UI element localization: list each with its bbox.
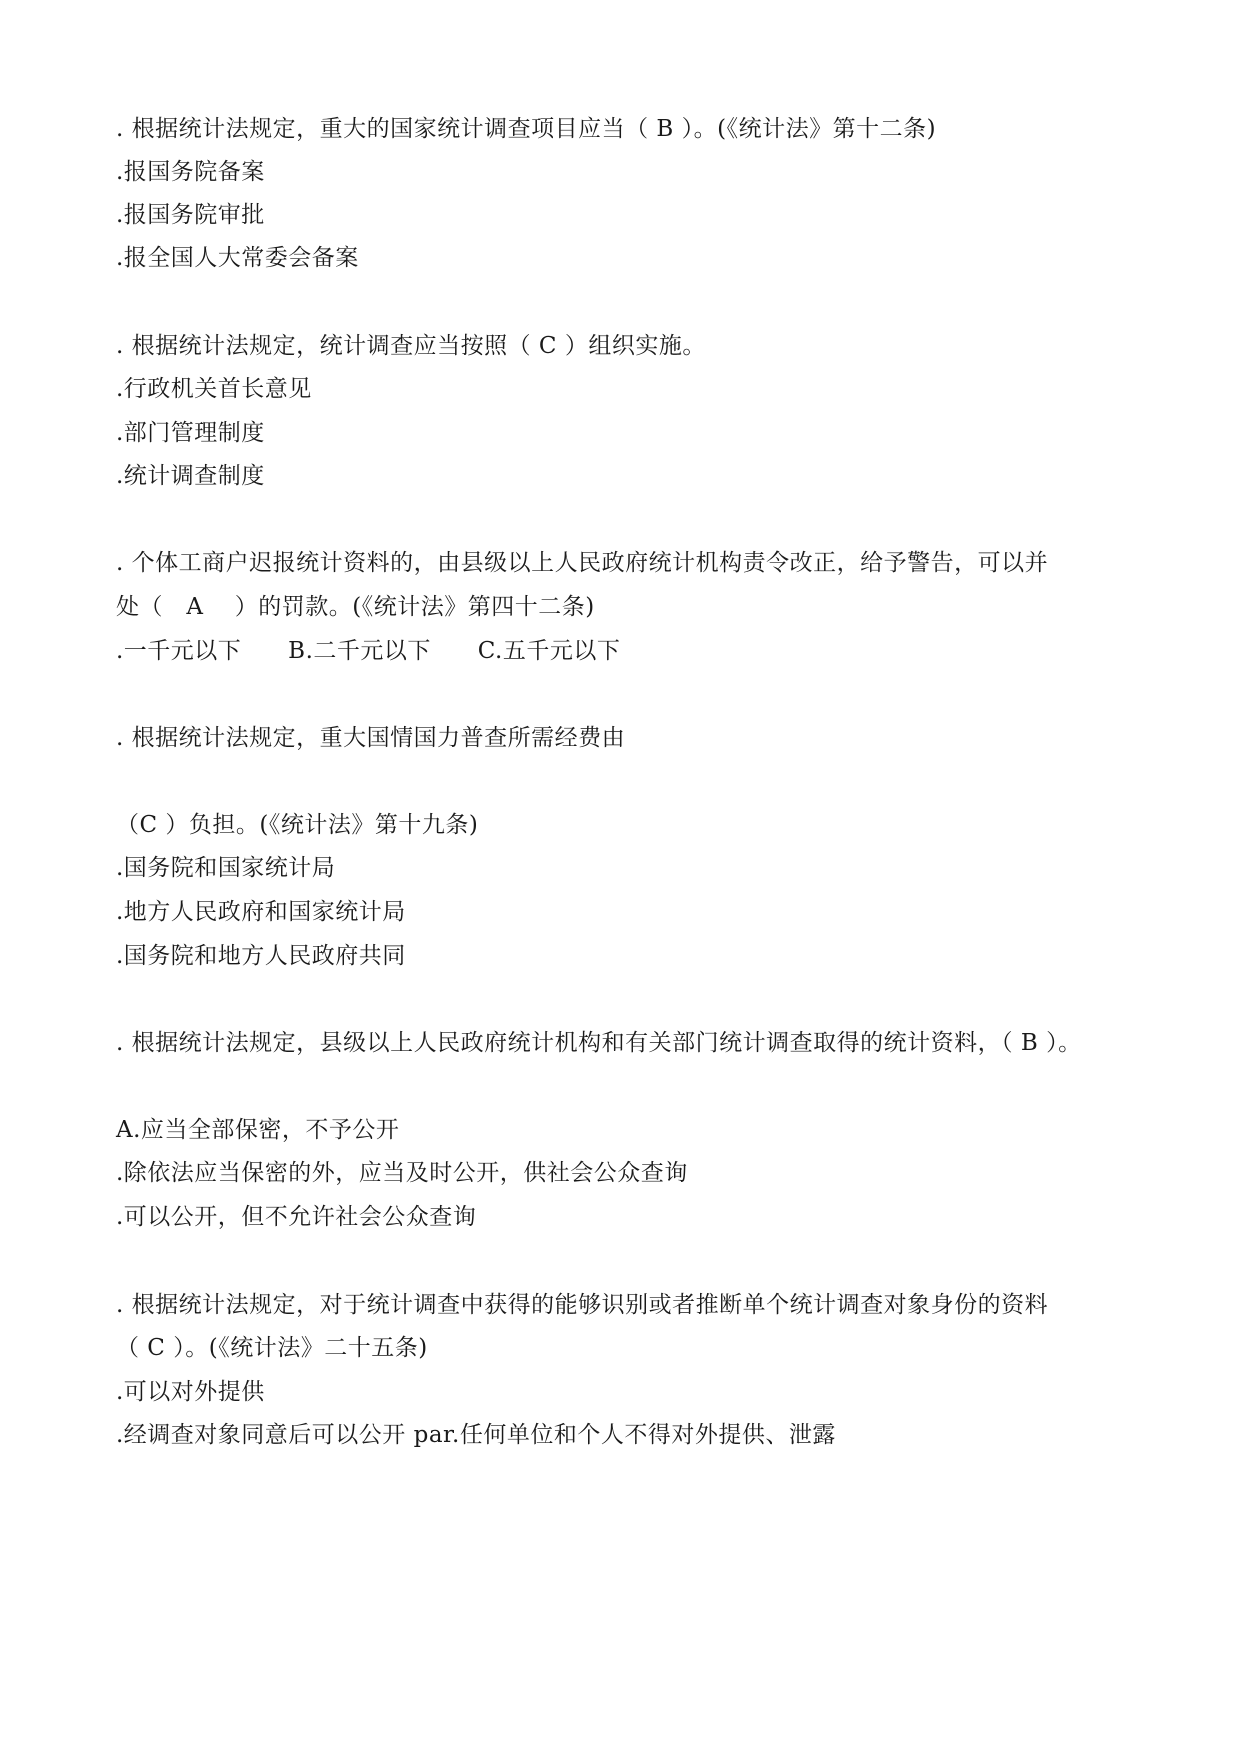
question-5-option-b: .除依法应当保密的外，应当及时公开，供社会公众查询 bbox=[116, 1160, 688, 1186]
question-5-stem: . 根据统计法规定，县级以上人民政府统计机构和有关部门统计调查取得的统计资料，（ B ）。 bbox=[116, 1030, 1082, 1056]
question-6-stem-line-2: （ C ）。(《统计法》二十五条) bbox=[116, 1335, 428, 1361]
question-2-option-c: .统计调查制度 bbox=[116, 463, 265, 489]
question-2-stem: . 根据统计法规定，统计调查应当按照（ C ）组织实施。 bbox=[116, 333, 706, 359]
question-5-option-a: A.应当全部保密，不予公开 bbox=[116, 1117, 400, 1143]
question-4-option-a: .国务院和国家统计局 bbox=[116, 855, 336, 881]
question-1-stem: . 根据统计法规定，重大的国家统计调查项目应当（ B ）。(《统计法》第十二条) bbox=[116, 116, 937, 142]
question-4-option-c: .国务院和地方人民政府共同 bbox=[116, 943, 406, 969]
question-4-option-b: .地方人民政府和国家统计局 bbox=[116, 899, 406, 925]
question-6-option-a: .可以对外提供 bbox=[116, 1379, 265, 1405]
question-4-stem-line-1: . 根据统计法规定，重大国情国力普查所需经费由 bbox=[116, 725, 626, 751]
question-4-stem-line-2: （C ）负担。(《统计法》第十九条) bbox=[116, 812, 479, 838]
question-2-option-a: .行政机关首长意见 bbox=[116, 376, 312, 402]
question-5-option-c: .可以公开，但不允许社会公众查询 bbox=[116, 1204, 477, 1230]
question-1-option-b: .报国务院审批 bbox=[116, 202, 265, 228]
question-6-stem-line-1: . 根据统计法规定，对于统计调查中获得的能够识别或者推断单个统计调查对象身份的资料 bbox=[116, 1292, 1049, 1318]
question-1-option-a: .报国务院备案 bbox=[116, 159, 265, 185]
question-3-options: .一千元以下 B.二千元以下 C.五千元以下 bbox=[116, 638, 621, 664]
question-1-option-c: .报全国人大常委会备案 bbox=[116, 245, 359, 271]
question-3-stem-line-1: . 个体工商户迟报统计资料的，由县级以上人民政府统计机构责令改正，给予警告，可以并 bbox=[116, 550, 1049, 576]
question-2-option-b: .部门管理制度 bbox=[116, 420, 265, 446]
question-6-option-b: .经调查对象同意后可以公开 par.任何单位和个人不得对外提供、泄露 bbox=[116, 1422, 836, 1448]
question-3-stem-line-2: 处（ A ）的罚款。(《统计法》第四十二条) bbox=[116, 594, 595, 620]
